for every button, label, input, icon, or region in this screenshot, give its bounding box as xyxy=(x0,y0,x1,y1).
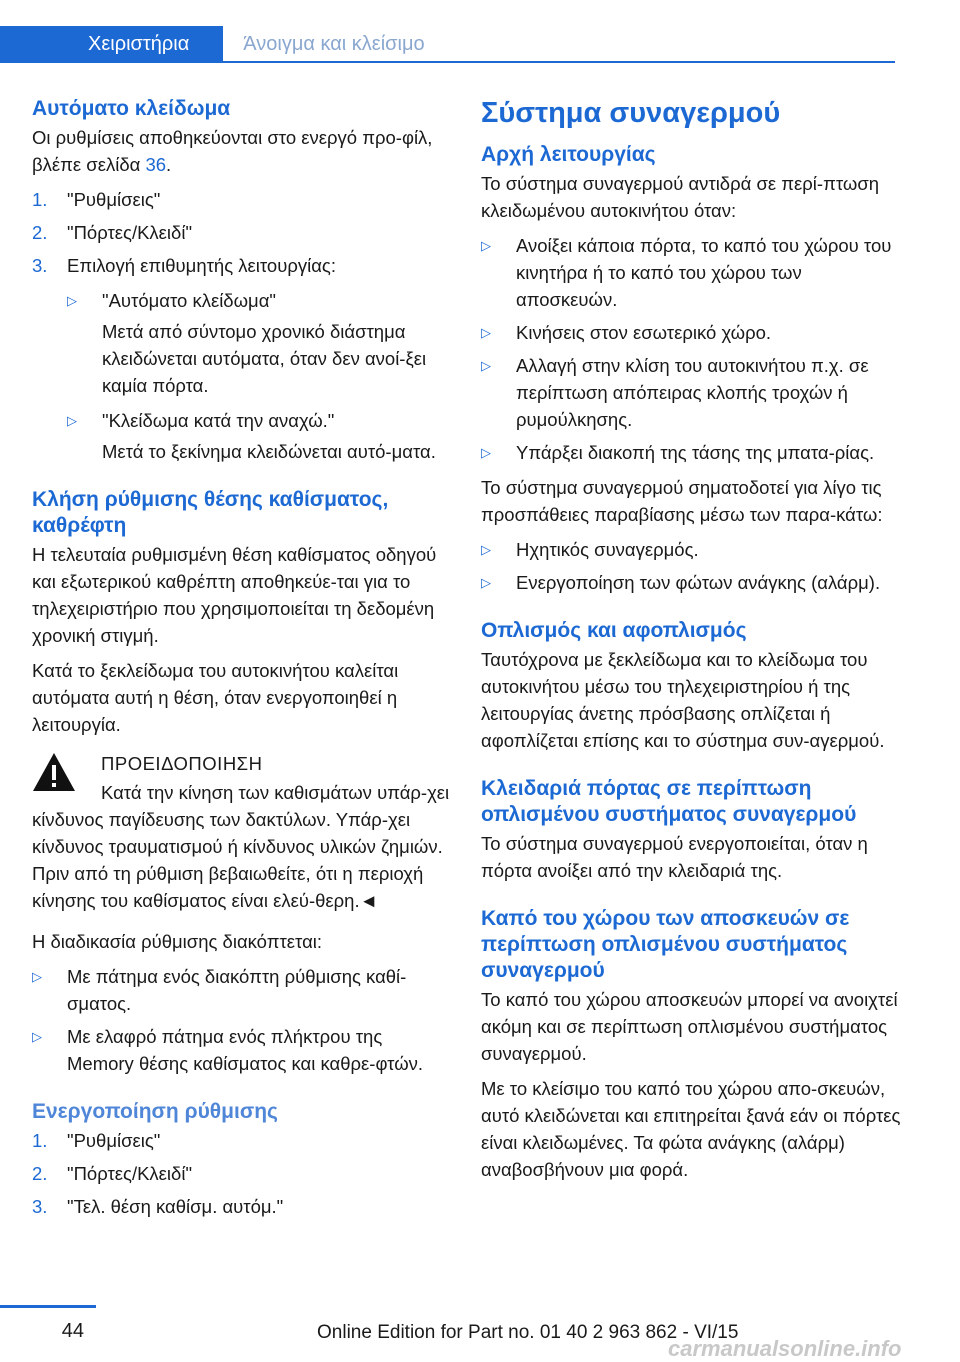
step-item: 1. "Ρυθμίσεις" xyxy=(32,189,161,210)
bullet-triangle-icon: ▷ xyxy=(481,358,491,373)
step-item: 3. Επιλογή επιθυμητής λειτουργίας: xyxy=(32,255,336,276)
step-item: 1. "Ρυθμίσεις" xyxy=(32,1130,161,1151)
list-item: ▷ Με πάτημα ενός διακόπτη ρύθμισης καθί-σματος. xyxy=(32,963,452,1017)
bullet-triangle-icon: ▷ xyxy=(481,325,491,340)
list-item: ▷ Αλλαγή στην κλίση του αυτοκινήτου π.χ. σε περίπτωση απόπειρας κλοπής τροχών ή ρυμούλκησης. xyxy=(481,352,901,433)
arming-paragraph: Ταυτόχρονα με ξεκλείδωμα και το κλείδωμα του αυτοκινήτου μέσω του τηλεχειριστηρίου ή της λειτουργίας άνετης πρόσβασης οπλίζεται ή αφοπλίζεται επίσης και το σύστημα συν-αγερμού. xyxy=(481,649,885,751)
auto-lock-intro: Οι ρυθμίσεις αποθηκεύονται στο ενεργό προ-φίλ, βλέπε σελίδα 36. xyxy=(32,127,433,175)
seat-recall-paragraph: Κατά το ξεκλείδωμα του αυτοκινήτου καλείται αυτόματα αυτή η θέση, όταν ενεργοποιηθεί η λειτουργία. xyxy=(32,660,399,735)
page-number: 44 xyxy=(61,1320,84,1342)
trunk-paragraph: Το καπό του χώρου αποσκευών μπορεί να ανοιχτεί ακόμη και σε περίπτωση οπλισμένου συστήματος συναγερμού. xyxy=(481,989,898,1064)
heading-seat-recall: Κλήση ρύθμισης θέσης καθίσματος, καθρέφτη xyxy=(32,488,389,537)
chapter-title: Άνοιγμα και κλείσιμο xyxy=(243,32,425,55)
seat-recall-paragraph: Η τελευταία ρυθμισμένη θέση καθίσματος οδηγού και εξωτερικού καθρέπτη αποθηκεύε-ται για το τηλεχειριστήριο που χρησιμοποιείται τη δεδομένη χρονική στιγμή. xyxy=(32,544,437,646)
heading-arming: Οπλισμός και αφοπλισμός xyxy=(481,619,747,642)
interrupt-list xyxy=(32,963,452,1077)
auto-lock-options xyxy=(32,287,452,465)
bullet-triangle-icon: ▷ xyxy=(481,575,491,590)
bullet-triangle-icon: ▷ xyxy=(481,542,491,557)
bullet-triangle-icon: ▷ xyxy=(67,413,77,428)
trunk-paragraph: Με το κλείσιμο του καπό του χώρου απο-σκευών, αυτό κλειδώνεται και επιτηρείται ξανά εάν οι πόρτες είναι κλειδωμένες. Τα φώτα ανάγκης (αλάρμ) αναβοσβήνουν μια φορά. xyxy=(481,1078,901,1180)
step-item: 2. "Πόρτες/Κλειδί" xyxy=(32,1163,193,1184)
heading-activation: Ενεργοποίηση ρύθμισης xyxy=(32,1100,278,1123)
heading-door-lock: Κλειδαριά πόρτας σε περίπτωση οπλισμένου συστήματος συναγερμού xyxy=(481,777,857,826)
list-item: ▷ Ενεργοποίηση των φώτων ανάγκης (αλάρμ). xyxy=(481,569,901,596)
bullet-triangle-icon: ▷ xyxy=(481,445,491,460)
warning-triangle-icon xyxy=(32,752,76,792)
list-item: ▷ Υπάρξει διακοπή της τάσης της μπατα-ρίας. xyxy=(481,439,901,466)
heading-auto-lock: Αυτόματο κλείδωμα xyxy=(32,97,231,120)
list-item: ▷ Με ελαφρό πάτημα ενός πλήκτρου της Memory θέσης καθίσματος και καθρε-φτών. xyxy=(32,1023,452,1077)
heading-alarm-system: Σύστημα συναγερμού xyxy=(481,97,781,129)
warning-text: Κατά την κίνηση των καθισμάτων υπάρ-χει κίνδυνος παγίδευσης των δακτύλων. Υπάρ-χει κίνδυνος τραυματισμού ή κίνδυνος υλικών ζημιών. Πριν από τη ρύθμιση βεβαιωθείτε, ότι η περιοχή κίνησης του καθίσματος είναι ελεύ-θερη.◄ xyxy=(32,782,450,911)
auto-lock-steps xyxy=(32,186,452,279)
edition-line: Online Edition for Part no. 01 40 2 963 862 - VI/15 xyxy=(317,1322,739,1343)
warning-box xyxy=(32,750,452,914)
section-tab: Χειριστήρια xyxy=(0,26,223,62)
heading-principle: Αρχή λειτουργίας xyxy=(481,143,656,166)
list-item: ▷ Ανοίξει κάποια πόρτα, το καπό του χώρου του κινητήρα ή το καπό του χώρου των αποσκευών. xyxy=(481,232,901,313)
running-header xyxy=(0,26,445,62)
bullet-triangle-icon: ▷ xyxy=(67,293,77,308)
signal-intro: Το σύστημα συναγερμού σηματοδοτεί για λίγο τις προσπάθειες παραβίασης μέσω των παρα-κάτω: xyxy=(481,477,883,525)
interrupt-intro: Η διαδικασία ρύθμισης διακόπτεται: xyxy=(32,931,323,952)
option-item: ▷ "Αυτόματο κλείδωμα" xyxy=(67,287,452,314)
footer-rule xyxy=(0,1305,96,1308)
left-column xyxy=(32,96,452,1228)
trigger-list xyxy=(481,232,901,466)
signal-list xyxy=(481,536,901,596)
heading-trunk: Καπό του χώρου των αποσκευών σε περίπτωση οπλισμένου συστήματος συναγερμού xyxy=(481,907,850,982)
bullet-triangle-icon: ▷ xyxy=(32,1029,42,1044)
header-rule xyxy=(0,61,895,63)
bullet-triangle-icon: ▷ xyxy=(32,969,42,984)
activation-steps xyxy=(32,1127,452,1220)
principle-intro: Το σύστημα συναγερμού αντιδρά σε περί-πτωση κλειδωμένου αυτοκινήτου όταν: xyxy=(481,173,880,221)
watermark-text: carmanualsonline.info xyxy=(668,1336,902,1361)
option-description: Μετά από σύντομο χρονικό διάστημα κλειδώνεται αυτόματα, όταν δεν ανοί-ξει καμία πόρτα. xyxy=(102,321,427,396)
option-description: Μετά το ξεκίνημα κλειδώνεται αυτό-ματα. xyxy=(102,441,436,462)
list-item: ▷ Κινήσεις στον εσωτερικό χώρο. xyxy=(481,319,901,346)
warning-title: ΠΡΟΕΙΔΟΠΟΙΗΣΗ xyxy=(101,753,263,774)
option-item: ▷ "Κλείδωμα κατά την αναχώ." xyxy=(67,407,452,434)
list-item: ▷ Ηχητικός συναγερμός. xyxy=(481,536,901,563)
step-item: 3. "Τελ. θέση καθίσμ. αυτόμ." xyxy=(32,1196,284,1217)
bullet-triangle-icon: ▷ xyxy=(481,238,491,253)
door-lock-paragraph: Το σύστημα συναγερμού ενεργοποιείται, όταν η πόρτα ανοίξει από την κλειδαριά της. xyxy=(481,833,868,881)
step-item: 2. "Πόρτες/Κλειδί" xyxy=(32,222,193,243)
page-reference-link[interactable]: 36 xyxy=(145,154,167,175)
right-column xyxy=(481,96,901,1191)
